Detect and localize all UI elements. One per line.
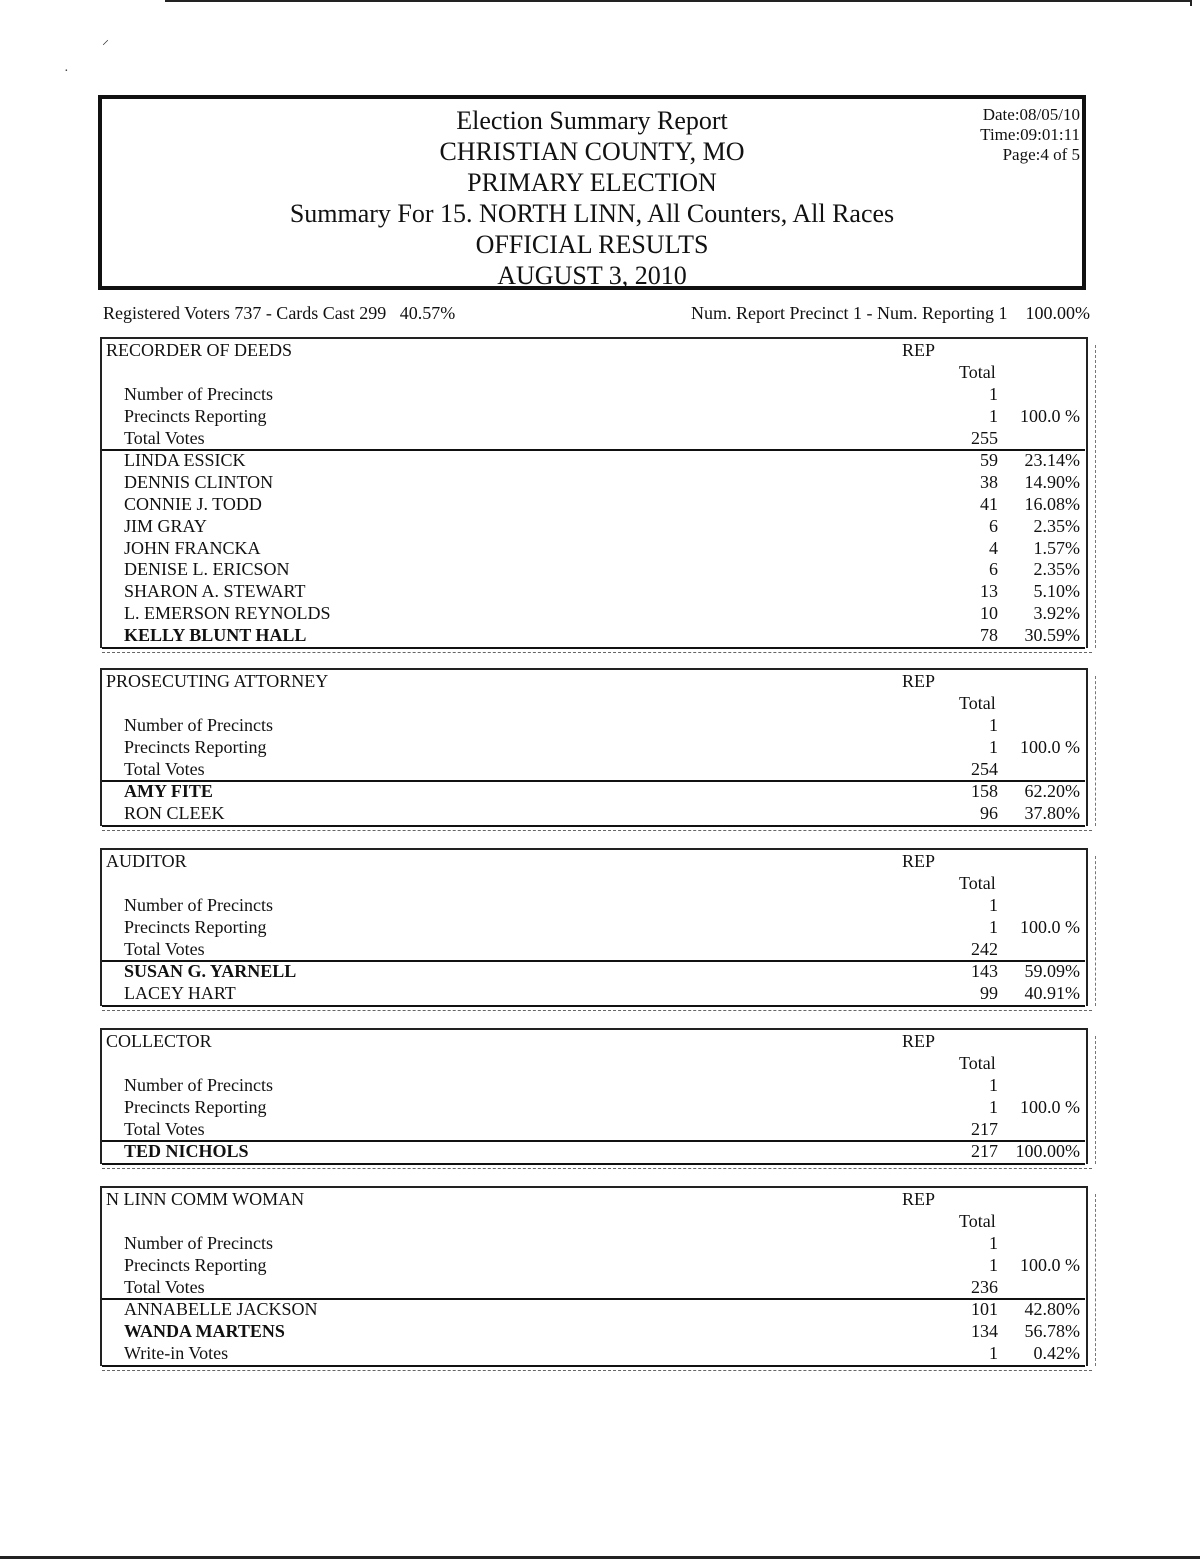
row-votes: 1: [989, 895, 998, 915]
candidate-row: [102, 1140, 1086, 1162]
row-label: Number of Precincts: [124, 1075, 273, 1095]
row-votes: 1: [989, 736, 998, 757]
candidate-row: [102, 1320, 1086, 1342]
row-label: AMY FITE: [124, 781, 213, 802]
precincts-reporting-row: [102, 1096, 1086, 1118]
row-percent: 100.0 %: [1020, 1254, 1080, 1275]
row-votes: 99: [980, 983, 998, 1004]
row-votes: 1: [989, 715, 998, 735]
race-block: [100, 668, 1088, 826]
race-block: [100, 337, 1088, 648]
total-votes-row: [102, 1118, 1086, 1140]
row-label: Precincts Reporting: [124, 916, 267, 937]
total-votes-row: [102, 1276, 1086, 1298]
row-label: Precincts Reporting: [124, 736, 267, 757]
row-votes: 1: [989, 1343, 998, 1363]
candidate-row: [102, 580, 1086, 602]
party-label: REP: [902, 851, 936, 871]
row-percent: 3.92%: [1033, 603, 1080, 623]
candidate-row: [102, 537, 1086, 559]
precincts-reporting-row: [102, 1254, 1086, 1276]
row-votes: 1: [989, 1096, 998, 1117]
report-page: Page:4 of 5: [1002, 145, 1080, 164]
candidate-row: [102, 515, 1086, 537]
row-votes: 1: [989, 384, 998, 404]
candidate-row: [102, 982, 1086, 1004]
row-percent: 56.78%: [1024, 1321, 1080, 1342]
race-side-edge: [1095, 1036, 1096, 1164]
race-bottom-rule: [102, 1005, 1085, 1007]
report-title-block: [102, 105, 1082, 291]
row-percent: 100.0 %: [1020, 736, 1080, 757]
row-votes: 158: [971, 781, 998, 802]
candidate-row: [102, 960, 1086, 982]
row-percent: 23.14%: [1024, 450, 1080, 471]
party-label: REP: [902, 340, 936, 360]
candidate-row: [102, 471, 1086, 493]
row-label: ANNABELLE JACKSON: [124, 1299, 318, 1320]
row-votes: 101: [971, 1299, 998, 1320]
race-bottom-rule: [102, 825, 1085, 827]
row-percent: 59.09%: [1024, 961, 1080, 982]
row-label: DENNIS CLINTON: [124, 472, 274, 493]
row-votes: 6: [989, 559, 998, 580]
row-percent: 100.00%: [1015, 1141, 1080, 1162]
row-percent: 2.35%: [1033, 559, 1080, 580]
row-label: CONNIE J. TODD: [124, 494, 262, 514]
row-label: Number of Precincts: [124, 1233, 273, 1253]
row-votes: 1: [989, 405, 998, 426]
row-percent: 100.0 %: [1020, 1096, 1080, 1117]
row-votes: 1: [989, 1233, 998, 1253]
row-label: JIM GRAY: [124, 515, 207, 536]
row-votes: 59: [980, 450, 998, 471]
row-label: JOHN FRANCKA: [124, 537, 261, 558]
row-label: Total Votes: [124, 938, 205, 959]
report-time: Time:09:01:11: [980, 125, 1080, 144]
row-percent: 42.80%: [1024, 1299, 1080, 1320]
number-of-precincts-row: [102, 894, 1086, 916]
row-label: Total Votes: [124, 427, 205, 448]
candidate-row: [102, 780, 1086, 802]
registered-voters-summary: Registered Voters 737 - Cards Cast 299 40.57%: [103, 303, 456, 323]
row-votes: 1: [989, 1075, 998, 1095]
total-votes-row: [102, 427, 1086, 449]
row-label: DENISE L. ERICSON: [124, 559, 290, 580]
candidate-row: [102, 624, 1086, 646]
report-title: Election Summary Report: [456, 106, 728, 135]
row-label: Number of Precincts: [124, 384, 273, 404]
row-label: TED NICHOLS: [124, 1141, 249, 1162]
row-label: LACEY HART: [124, 983, 236, 1004]
row-label: L. EMERSON REYNOLDS: [124, 603, 331, 623]
row-votes: 78: [980, 624, 998, 645]
row-votes: 13: [980, 581, 998, 602]
election-date: AUGUST 3, 2010: [497, 261, 687, 290]
total-column-header: Total: [959, 873, 996, 893]
row-votes: 217: [971, 1118, 998, 1139]
row-votes: 236: [971, 1276, 998, 1297]
race-title: N LINN COMM WOMAN: [106, 1189, 305, 1209]
precinct-reporting-summary: Num. Report Precinct 1 - Num. Reporting 1 100.00%: [691, 303, 1090, 323]
race-title: AUDITOR: [106, 851, 187, 871]
stray-mark: ⸝: [102, 33, 109, 48]
row-votes: 1: [989, 1254, 998, 1275]
row-percent: 30.59%: [1024, 624, 1080, 645]
row-votes: 41: [980, 494, 998, 514]
row-label: RON CLEEK: [124, 803, 225, 824]
election-type: PRIMARY ELECTION: [467, 168, 717, 197]
row-votes: 1: [989, 916, 998, 937]
race-title: PROSECUTING ATTORNEY: [106, 671, 329, 691]
candidate-row: [102, 1298, 1086, 1320]
total-column-header: Total: [959, 693, 996, 713]
row-percent: 16.08%: [1024, 494, 1080, 514]
row-label: WANDA MARTENS: [124, 1321, 285, 1342]
candidate-row: [102, 1342, 1086, 1364]
row-votes: 242: [971, 938, 998, 959]
row-votes: 96: [980, 803, 998, 824]
row-votes: 10: [980, 603, 998, 623]
row-label: Total Votes: [124, 1276, 205, 1297]
race-title: COLLECTOR: [106, 1031, 212, 1051]
candidate-row: [102, 602, 1086, 624]
row-label: Total Votes: [124, 758, 205, 779]
results-status: OFFICIAL RESULTS: [475, 230, 709, 259]
row-votes: 143: [971, 961, 998, 982]
row-percent: 2.35%: [1033, 515, 1080, 536]
race-block: [100, 1186, 1088, 1366]
row-votes: 134: [971, 1321, 998, 1342]
row-votes: 255: [971, 427, 998, 448]
candidate-row: [102, 493, 1086, 515]
candidate-row: [102, 802, 1086, 824]
report-date: Date:08/05/10: [982, 105, 1080, 124]
party-label: REP: [902, 1031, 936, 1051]
bottom-page-rule: [0, 1556, 1200, 1559]
row-label: Precincts Reporting: [124, 1096, 267, 1117]
row-label: SUSAN G. YARNELL: [124, 961, 297, 982]
row-votes: 6: [989, 515, 998, 536]
number-of-precincts-row: [102, 714, 1086, 736]
row-votes: 4: [989, 537, 998, 558]
race-block: [100, 848, 1088, 1006]
row-percent: 100.0 %: [1020, 405, 1080, 426]
row-percent: 1.57%: [1033, 537, 1080, 558]
row-votes: 217: [971, 1141, 998, 1162]
total-column-header: Total: [959, 1211, 996, 1231]
total-votes-row: [102, 938, 1086, 960]
row-percent: 62.20%: [1024, 781, 1080, 802]
report-header: [98, 95, 1086, 290]
row-label: Precincts Reporting: [124, 405, 267, 426]
party-label: REP: [902, 1189, 936, 1209]
row-label: KELLY BLUNT HALL: [124, 624, 307, 645]
total-votes-row: [102, 758, 1086, 780]
row-percent: 0.42%: [1033, 1343, 1080, 1363]
race-side-edge: [1095, 345, 1096, 648]
race-bottom-rule: [102, 1163, 1085, 1165]
race-bottom-rule: [102, 647, 1085, 649]
row-label: Number of Precincts: [124, 715, 273, 735]
stray-mark: ·: [64, 64, 69, 79]
party-label: REP: [902, 671, 936, 691]
row-percent: 37.80%: [1024, 803, 1080, 824]
precincts-reporting-row: [102, 736, 1086, 758]
race-title: RECORDER OF DEEDS: [106, 340, 293, 360]
total-column-header: Total: [959, 1053, 996, 1073]
candidate-row: [102, 558, 1086, 580]
report-meta: [980, 105, 1080, 165]
precincts-reporting-row: [102, 916, 1086, 938]
row-label: Total Votes: [124, 1118, 205, 1139]
row-votes: 254: [971, 758, 998, 779]
precincts-reporting-row: [102, 405, 1086, 427]
race-side-edge: [1095, 1194, 1096, 1366]
number-of-precincts-row: [102, 1074, 1086, 1096]
number-of-precincts-row: [102, 1232, 1086, 1254]
summary-scope: Summary For 15. NORTH LINN, All Counters, All Races: [289, 199, 895, 228]
top-page-rule: [165, 0, 1192, 6]
row-percent: 40.91%: [1024, 983, 1080, 1004]
row-label: SHARON A. STEWART: [124, 581, 306, 602]
row-percent: 5.10%: [1033, 581, 1080, 602]
number-of-precincts-row: [102, 383, 1086, 405]
race-block: [100, 1028, 1088, 1164]
race-side-edge: [1095, 856, 1096, 1006]
race-side-edge: [1095, 676, 1096, 826]
row-label: Write-in Votes: [124, 1343, 229, 1363]
row-percent: 14.90%: [1024, 472, 1080, 493]
row-label: Precincts Reporting: [124, 1254, 267, 1275]
row-votes: 38: [980, 472, 998, 493]
county-name: CHRISTIAN COUNTY, MO: [439, 137, 745, 166]
race-bottom-rule: [102, 1365, 1085, 1367]
candidate-row: [102, 449, 1086, 471]
total-column-header: Total: [959, 362, 996, 382]
row-label: Number of Precincts: [124, 895, 273, 915]
row-percent: 100.0 %: [1020, 916, 1080, 937]
row-label: LINDA ESSICK: [124, 450, 246, 471]
